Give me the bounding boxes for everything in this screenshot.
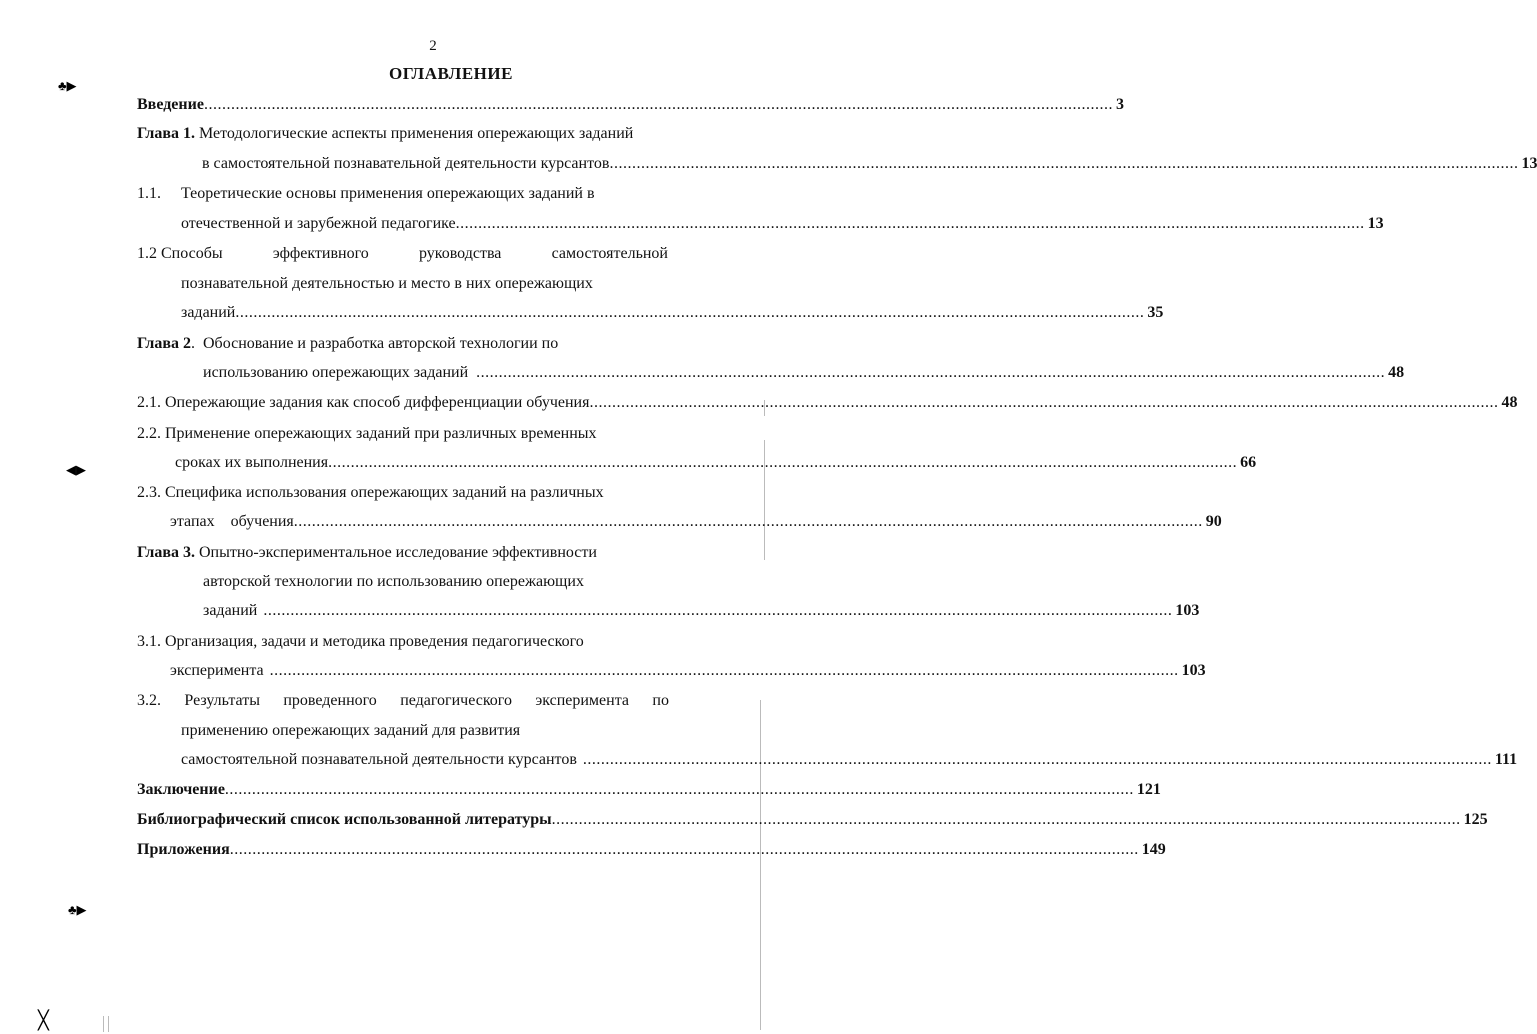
toc-text: сроках их выполнения — [175, 454, 329, 471]
toc-leader: .......................................................................................................................................................................................................... — [224, 781, 1134, 798]
toc-entry-bibliography[interactable] — [137, 809, 1488, 831]
toc-entry-2-2[interactable] — [137, 423, 722, 445]
toc-page: 13 — [1367, 215, 1384, 232]
toc-number: 1.1. — [137, 185, 161, 202]
toc-leader: .......................................................................................................................................................................................................... — [582, 751, 1492, 768]
page-title: ОГЛАВЛЕНИЕ — [389, 64, 513, 83]
toc-leader: .......................................................................................................................................................................................................... — [229, 841, 1139, 858]
toc-leader: .......................................................................................................................................................................................................... — [551, 811, 1461, 828]
toc-number: 3.2. — [137, 692, 161, 709]
toc-text: Теоретические основы применения опережающих заданий в — [181, 185, 595, 202]
toc-text: эксперимента — [170, 662, 264, 679]
toc-text: применению опережающих заданий для развития — [181, 722, 521, 739]
toc-entry-3-1[interactable] — [137, 631, 722, 653]
toc-page: 90 — [1205, 513, 1222, 530]
toc-text: педагогического — [400, 692, 512, 709]
toc-leader: .......................................................................................................................................................................................................... — [293, 513, 1203, 530]
toc-page: 103 — [1175, 602, 1200, 619]
toc-text: самостоятельной познавательной деятельности курсантов — [181, 751, 577, 768]
toc-entry-chapter-3-cont — [203, 571, 722, 593]
toc-text: авторской технологии по использованию опережающих — [203, 573, 584, 590]
toc-leader: .......................................................................................................................................................................................................... — [476, 364, 1386, 381]
toc-page: 121 — [1136, 781, 1161, 798]
scan-mark-icon: ♣▶ — [68, 902, 87, 917]
scan-mark-icon: ◀▶ — [66, 462, 86, 477]
toc-leader: .......................................................................................................................................................................................................... — [328, 454, 1238, 471]
toc-entry-chapter-2-cont — [203, 362, 1405, 384]
toc-entry-chapter-2[interactable] — [137, 333, 722, 355]
toc-entry-3-1-cont — [170, 660, 1206, 682]
toc-page: 66 — [1240, 454, 1257, 471]
toc-text: эффективного — [272, 245, 369, 262]
toc-page: 111 — [1494, 751, 1518, 768]
toc-entry-2-2-cont — [175, 452, 1257, 474]
toc-text: этапах обучения — [170, 513, 294, 530]
toc-text: заданий — [181, 304, 236, 321]
toc-label: Введение — [137, 96, 204, 113]
toc-page: 13 — [1521, 155, 1537, 172]
toc-text: 3.1. Организация, задачи и методика проведения педагогического — [137, 633, 584, 650]
toc-page: 103 — [1181, 662, 1206, 679]
toc-leader: .......................................................................................................................................................................................................... — [235, 304, 1145, 321]
toc-text: Методологические аспекты применения опережающих заданий — [195, 125, 634, 142]
toc-leader: .......................................................................................................................................................................................................... — [203, 96, 1113, 113]
toc-text: познавательной деятельностью и место в них опережающих — [181, 275, 593, 292]
toc-text: 1.2 Способы — [137, 245, 223, 262]
scan-mark-icon: ♣▶ — [58, 78, 77, 93]
toc-label: Приложения — [137, 841, 230, 858]
toc-entry-conclusion[interactable] — [137, 779, 1161, 801]
toc-leader: .......................................................................................................................................................................................................... — [269, 662, 1179, 679]
page-number: 2 — [429, 38, 437, 54]
toc-label: Библиографический список использованной литературы — [137, 811, 552, 828]
toc-label: Глава 2 — [137, 335, 191, 352]
toc-entry-2-1[interactable] — [137, 392, 1518, 414]
toc-entry-appendix[interactable] — [137, 839, 1166, 861]
toc-text: руководства — [418, 245, 502, 262]
toc-page: 35 — [1147, 304, 1164, 321]
toc-page: 48 — [1501, 394, 1518, 411]
scan-mark-icon: ╳ — [38, 1010, 49, 1030]
toc-label: Заключение — [137, 781, 225, 798]
toc-text: Результаты — [184, 692, 260, 709]
toc-entry-2-3-cont — [170, 511, 1222, 533]
toc-text: проведенного — [283, 692, 377, 709]
toc-entry-chapter-1[interactable] — [137, 123, 722, 145]
toc-text: заданий — [203, 602, 258, 619]
toc-entry-3-2-cont — [181, 749, 1518, 771]
toc-entry-3-2[interactable] — [137, 690, 669, 712]
toc-text: 2.1. Опережающие задания как способ дифференциации обучения — [137, 394, 590, 411]
toc-entry-chapter-1-cont — [202, 153, 1537, 175]
toc-text: 2.2. Применение опережающих заданий при различных временных — [137, 425, 597, 442]
toc-entry-1-1-cont — [181, 213, 1384, 235]
toc-text: в самостоятельной познавательной деятельности курсантов — [202, 155, 610, 172]
toc-entry-1-2-cont — [181, 273, 722, 295]
toc-entry-3-2-cont — [181, 720, 722, 742]
toc-text: эксперимента — [535, 692, 629, 709]
toc-page: 3 — [1115, 96, 1124, 113]
toc-page: 125 — [1463, 811, 1488, 828]
toc-text: по — [652, 692, 669, 709]
toc-entry-1-2[interactable] — [137, 243, 668, 265]
toc-text: Опытно-экспериментальное исследование эффективности — [195, 544, 597, 561]
toc-text: 2.3. Специфика использования опережающих заданий на различных — [137, 484, 604, 501]
toc-text: использованию опережающих заданий — [203, 364, 469, 381]
toc-leader: .......................................................................................................................................................................................................... — [609, 155, 1519, 172]
toc-text: отечественной и зарубежной педагогике — [181, 215, 456, 232]
toc-label: Глава 1. — [137, 125, 195, 142]
toc-entry-1-1[interactable] — [137, 183, 722, 205]
toc-entry-2-3[interactable] — [137, 482, 722, 504]
toc-entry-1-2-cont — [181, 302, 1164, 324]
toc-entry-chapter-3-cont — [203, 600, 1200, 622]
toc-leader: .......................................................................................................................................................................................................... — [455, 215, 1365, 232]
toc-leader: .......................................................................................................................................................................................................... — [589, 394, 1499, 411]
toc-page: 48 — [1388, 364, 1405, 381]
toc-text: . Обоснование и разработка авторской технологии по — [191, 335, 559, 352]
toc-text: самостоятельной — [551, 245, 668, 262]
toc-entry-chapter-3[interactable] — [137, 542, 722, 564]
toc-label: Глава 3. — [137, 544, 195, 561]
toc-page: 149 — [1141, 841, 1166, 858]
toc-leader: .......................................................................................................................................................................................................... — [263, 602, 1173, 619]
toc-entry-intro[interactable] — [137, 94, 1124, 116]
